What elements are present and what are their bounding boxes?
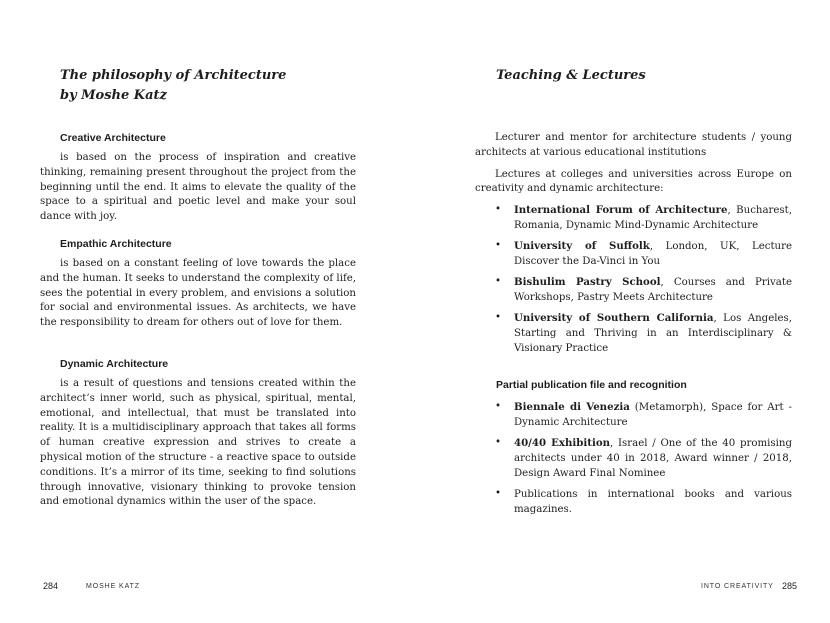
section-empathic-architecture bbox=[40, 237, 356, 331]
list-item bbox=[475, 487, 792, 518]
teaching-section bbox=[475, 131, 792, 362]
list-item bbox=[475, 275, 792, 306]
lecture-detail: , Bucharest, Romania, Dynamic Mind-Dynamic Architecture bbox=[514, 205, 792, 231]
list-item bbox=[475, 400, 792, 431]
page-number-right: 285 bbox=[782, 581, 798, 591]
bullet-icon: • bbox=[495, 437, 502, 449]
bullet-icon: • bbox=[495, 204, 502, 216]
running-footer-left: MOSHE KATZ bbox=[86, 583, 140, 590]
lecture-venue: Bishulim Pastry School bbox=[514, 276, 661, 289]
bullet-icon: • bbox=[495, 401, 502, 412]
bullet-icon: • bbox=[495, 276, 502, 288]
heading-author: by Moshe Katz bbox=[60, 88, 167, 103]
page-number-left: 284 bbox=[43, 581, 59, 591]
section-text: is based on the process of inspiration and creative thinking, remaining present throughout the project from the beginning until the end. It aims to elevate the quality of the space to a spiritual and poetic level and make your soul dance with joy. bbox=[40, 152, 356, 223]
section-title: Dynamic Architecture bbox=[60, 358, 169, 370]
publication-name: Biennale di Venezia bbox=[514, 401, 630, 413]
lectures-list bbox=[475, 203, 792, 357]
running-footer-right: INTO CREATIVITY bbox=[701, 583, 774, 590]
section-text: is based on a constant feeling of love towards the place and the human. It seeks to understand the complexity of life, sees the potential in every problem, and envisions a solution for social and environmental issues. As architects, we have the responsibility to dream for others out of love for them. bbox=[40, 258, 356, 329]
publications-section bbox=[475, 378, 792, 523]
bullet-icon: • bbox=[495, 240, 502, 252]
lectures-intro: Lectures at colleges and universities across Europe on creativity and dynamic architecture: bbox=[475, 168, 792, 195]
section-title: Empathic Architecture bbox=[60, 238, 172, 250]
section-creative-architecture bbox=[40, 131, 356, 225]
lecture-venue: University of Southern California bbox=[514, 312, 714, 325]
publication-detail: (Metamorph), Space for Art - Dynamic Architecture bbox=[514, 402, 792, 428]
teaching-intro: Lecturer and mentor for architecture students / young architects at various educational institutions bbox=[475, 132, 792, 158]
section-title: Creative Architecture bbox=[60, 132, 166, 144]
lecture-detail: , Courses and Private Workshops, Pastry Meets Architecture bbox=[514, 277, 792, 304]
publications-list bbox=[475, 400, 792, 518]
right-page bbox=[415, 0, 830, 623]
publication-detail: , Israel / One of the 40 promising architects under 40 in 2018, Award winner / 2018, Design Award Final Nominee bbox=[514, 438, 792, 479]
heading-title: The philosophy of Architecture bbox=[60, 68, 287, 83]
lecture-detail: , Los Angeles, Starting and Thriving in an Interdisciplinary & Visionary Practice bbox=[514, 313, 792, 355]
bullet-icon: • bbox=[495, 487, 502, 499]
list-item bbox=[475, 203, 792, 234]
lecture-venue: International Forum of Architecture bbox=[514, 204, 728, 217]
right-page-heading: Teaching & Lectures bbox=[496, 68, 646, 83]
section-dynamic-architecture bbox=[40, 357, 356, 510]
lecture-detail: , London, UK, Lecture Discover the Da-Vinci in You bbox=[514, 241, 792, 268]
list-item bbox=[475, 436, 792, 481]
bullet-icon: • bbox=[495, 312, 502, 324]
section-text: is a result of questions and tensions created within the architect’s inner world, such as physical, spiritual, mental, emotional, and intellectual, that must be translated into reality. It is a multidisciplinary approach that takes all forms of human creative expression and strives to create a physical motion of the structure - a reactive space to outside conditions. It’s a mirror of its time, seeking to find solutions through innovative, visionary thinking to provoke tension and emotional dynamics within the user of the space. bbox=[40, 378, 356, 508]
list-item bbox=[475, 239, 792, 270]
publication-name: 40/40 Exhibition bbox=[514, 437, 611, 450]
list-item bbox=[475, 311, 792, 356]
publication-detail: Publications in international books and various magazines. bbox=[514, 488, 792, 515]
publications-title: Partial publication file and recognition bbox=[496, 379, 687, 391]
lecture-venue: University of Suffolk bbox=[514, 240, 650, 253]
left-page-heading bbox=[60, 66, 286, 106]
